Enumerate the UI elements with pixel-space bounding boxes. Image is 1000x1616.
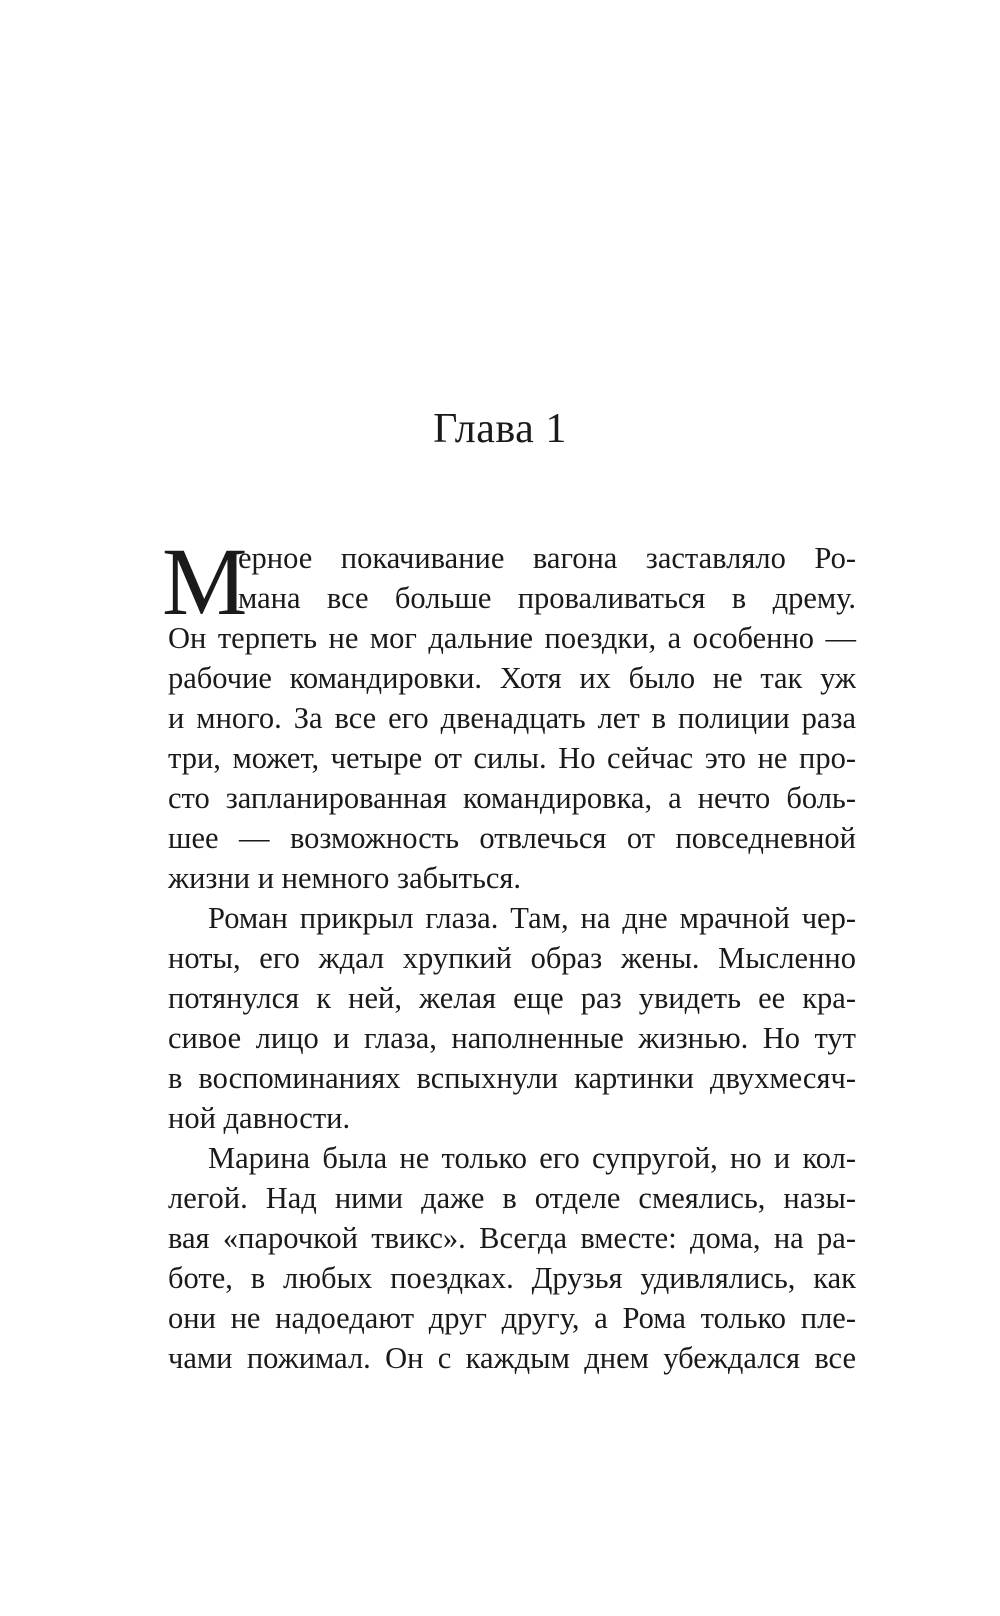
paragraph-1-line-1: ерное покачивание вагона заставляло Ро-: [238, 541, 856, 575]
paragraph-1-line-2: мана все больше проваливаться в дрему.: [238, 581, 856, 615]
paragraph-1-line-4: рабочие командировки. Хотя их было не так уж: [168, 661, 856, 695]
paragraph-1-line-9: жизни и немного забыться.: [168, 861, 522, 895]
chapter-text: [162, 528, 856, 1378]
chapter-title: Глава 1: [433, 406, 567, 452]
drop-cap: М: [162, 528, 248, 635]
paragraph-3-line-5: они не надоедают друг другу, а Рома только пле-: [168, 1301, 856, 1335]
paragraph-1-line-5: и много. За все его двенадцать лет в полиции раза: [168, 701, 856, 735]
paragraph-1-line-3: Он терпеть не мог дальние поездки, а особенно —: [168, 621, 856, 655]
paragraph-3-line-6: чами пожимал. Он с каждым днем убеждался все: [168, 1341, 856, 1375]
paragraph-2-line-4: сивое лицо и глаза, наполненные жизнью. Но тут: [168, 1021, 856, 1055]
paragraph-2-line-1: Роман прикрыл глаза. Там, на дне мрачной чер-: [208, 901, 856, 935]
paragraph-1-line-8: шее — возможность отвлечься от повседневной: [168, 821, 856, 855]
paragraph-2-line-2: ноты, его ждал хрупкий образ жены. Мысленно: [168, 941, 856, 975]
paragraph-1-line-6: три, может, четыре от силы. Но сейчас это не про-: [168, 741, 856, 775]
paragraph-2-line-5: в воспоминаниях вспыхнули картинки двухмесяч-: [168, 1061, 856, 1095]
paragraph-2-line-6: ной давности.: [168, 1101, 351, 1135]
paragraph-3-line-3: вая «парочкой твикс». Всегда вместе: дома, на ра-: [168, 1221, 856, 1255]
paragraph-3-line-2: легой. Над ними даже в отделе смеялись, назы-: [168, 1181, 856, 1215]
paragraph-3-line-1: Марина была не только его супругой, но и кол-: [208, 1141, 856, 1175]
paragraph-1-line-7: сто запланированная командировка, а нечто боль-: [168, 781, 856, 815]
paragraph-3-line-4: боте, в любых поездках. Друзья удивлялись, как: [168, 1261, 856, 1295]
paragraph-2-line-3: потянулся к ней, желая еще раз увидеть ее кра-: [168, 981, 856, 1015]
